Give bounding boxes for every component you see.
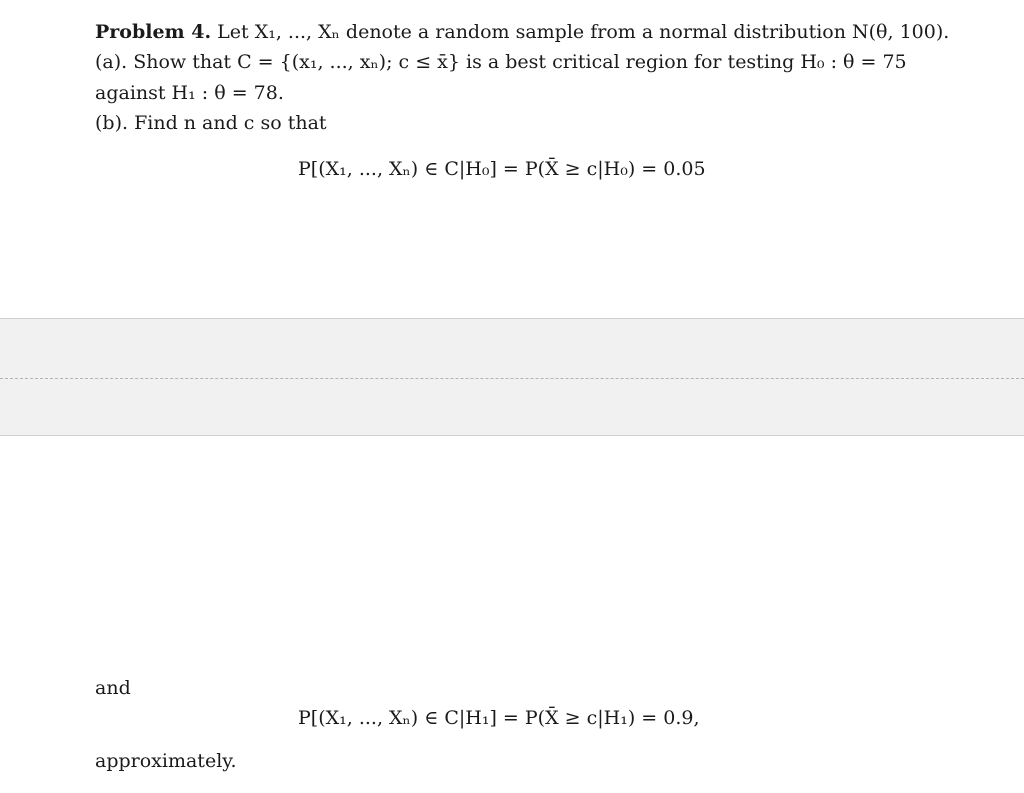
page-break-dashed-line xyxy=(0,378,1024,379)
equation-power: P[(X₁, ..., Xₙ) ∈ C|H₁] = P(X̄ ≥ c|H₁) = 0.9, xyxy=(298,707,700,729)
page-break-separator xyxy=(0,318,1024,436)
problem-hypothesis-line: against H₁ : θ = 78. xyxy=(95,82,284,104)
problem-part-b: (b). Find n and c so that xyxy=(95,112,327,134)
approximately-label: approximately. xyxy=(95,750,237,772)
problem-intro-text: Let X₁, ..., Xₙ denote a random sample from a normal distribution N(θ, 100). xyxy=(217,21,950,43)
equation-significance: P[(X₁, ..., Xₙ) ∈ C|H₀] = P(X̄ ≥ c|H₀) = 0.05 xyxy=(298,158,706,180)
problem-heading: Problem 4. xyxy=(95,21,212,43)
and-label: and xyxy=(95,677,131,699)
problem-line-1 xyxy=(95,20,949,44)
problem-part-a: (a). Show that C = {(x₁, ..., xₙ); c ≤ x̄} is a best critical region for testing H₀ : θ = 75 xyxy=(95,51,907,73)
